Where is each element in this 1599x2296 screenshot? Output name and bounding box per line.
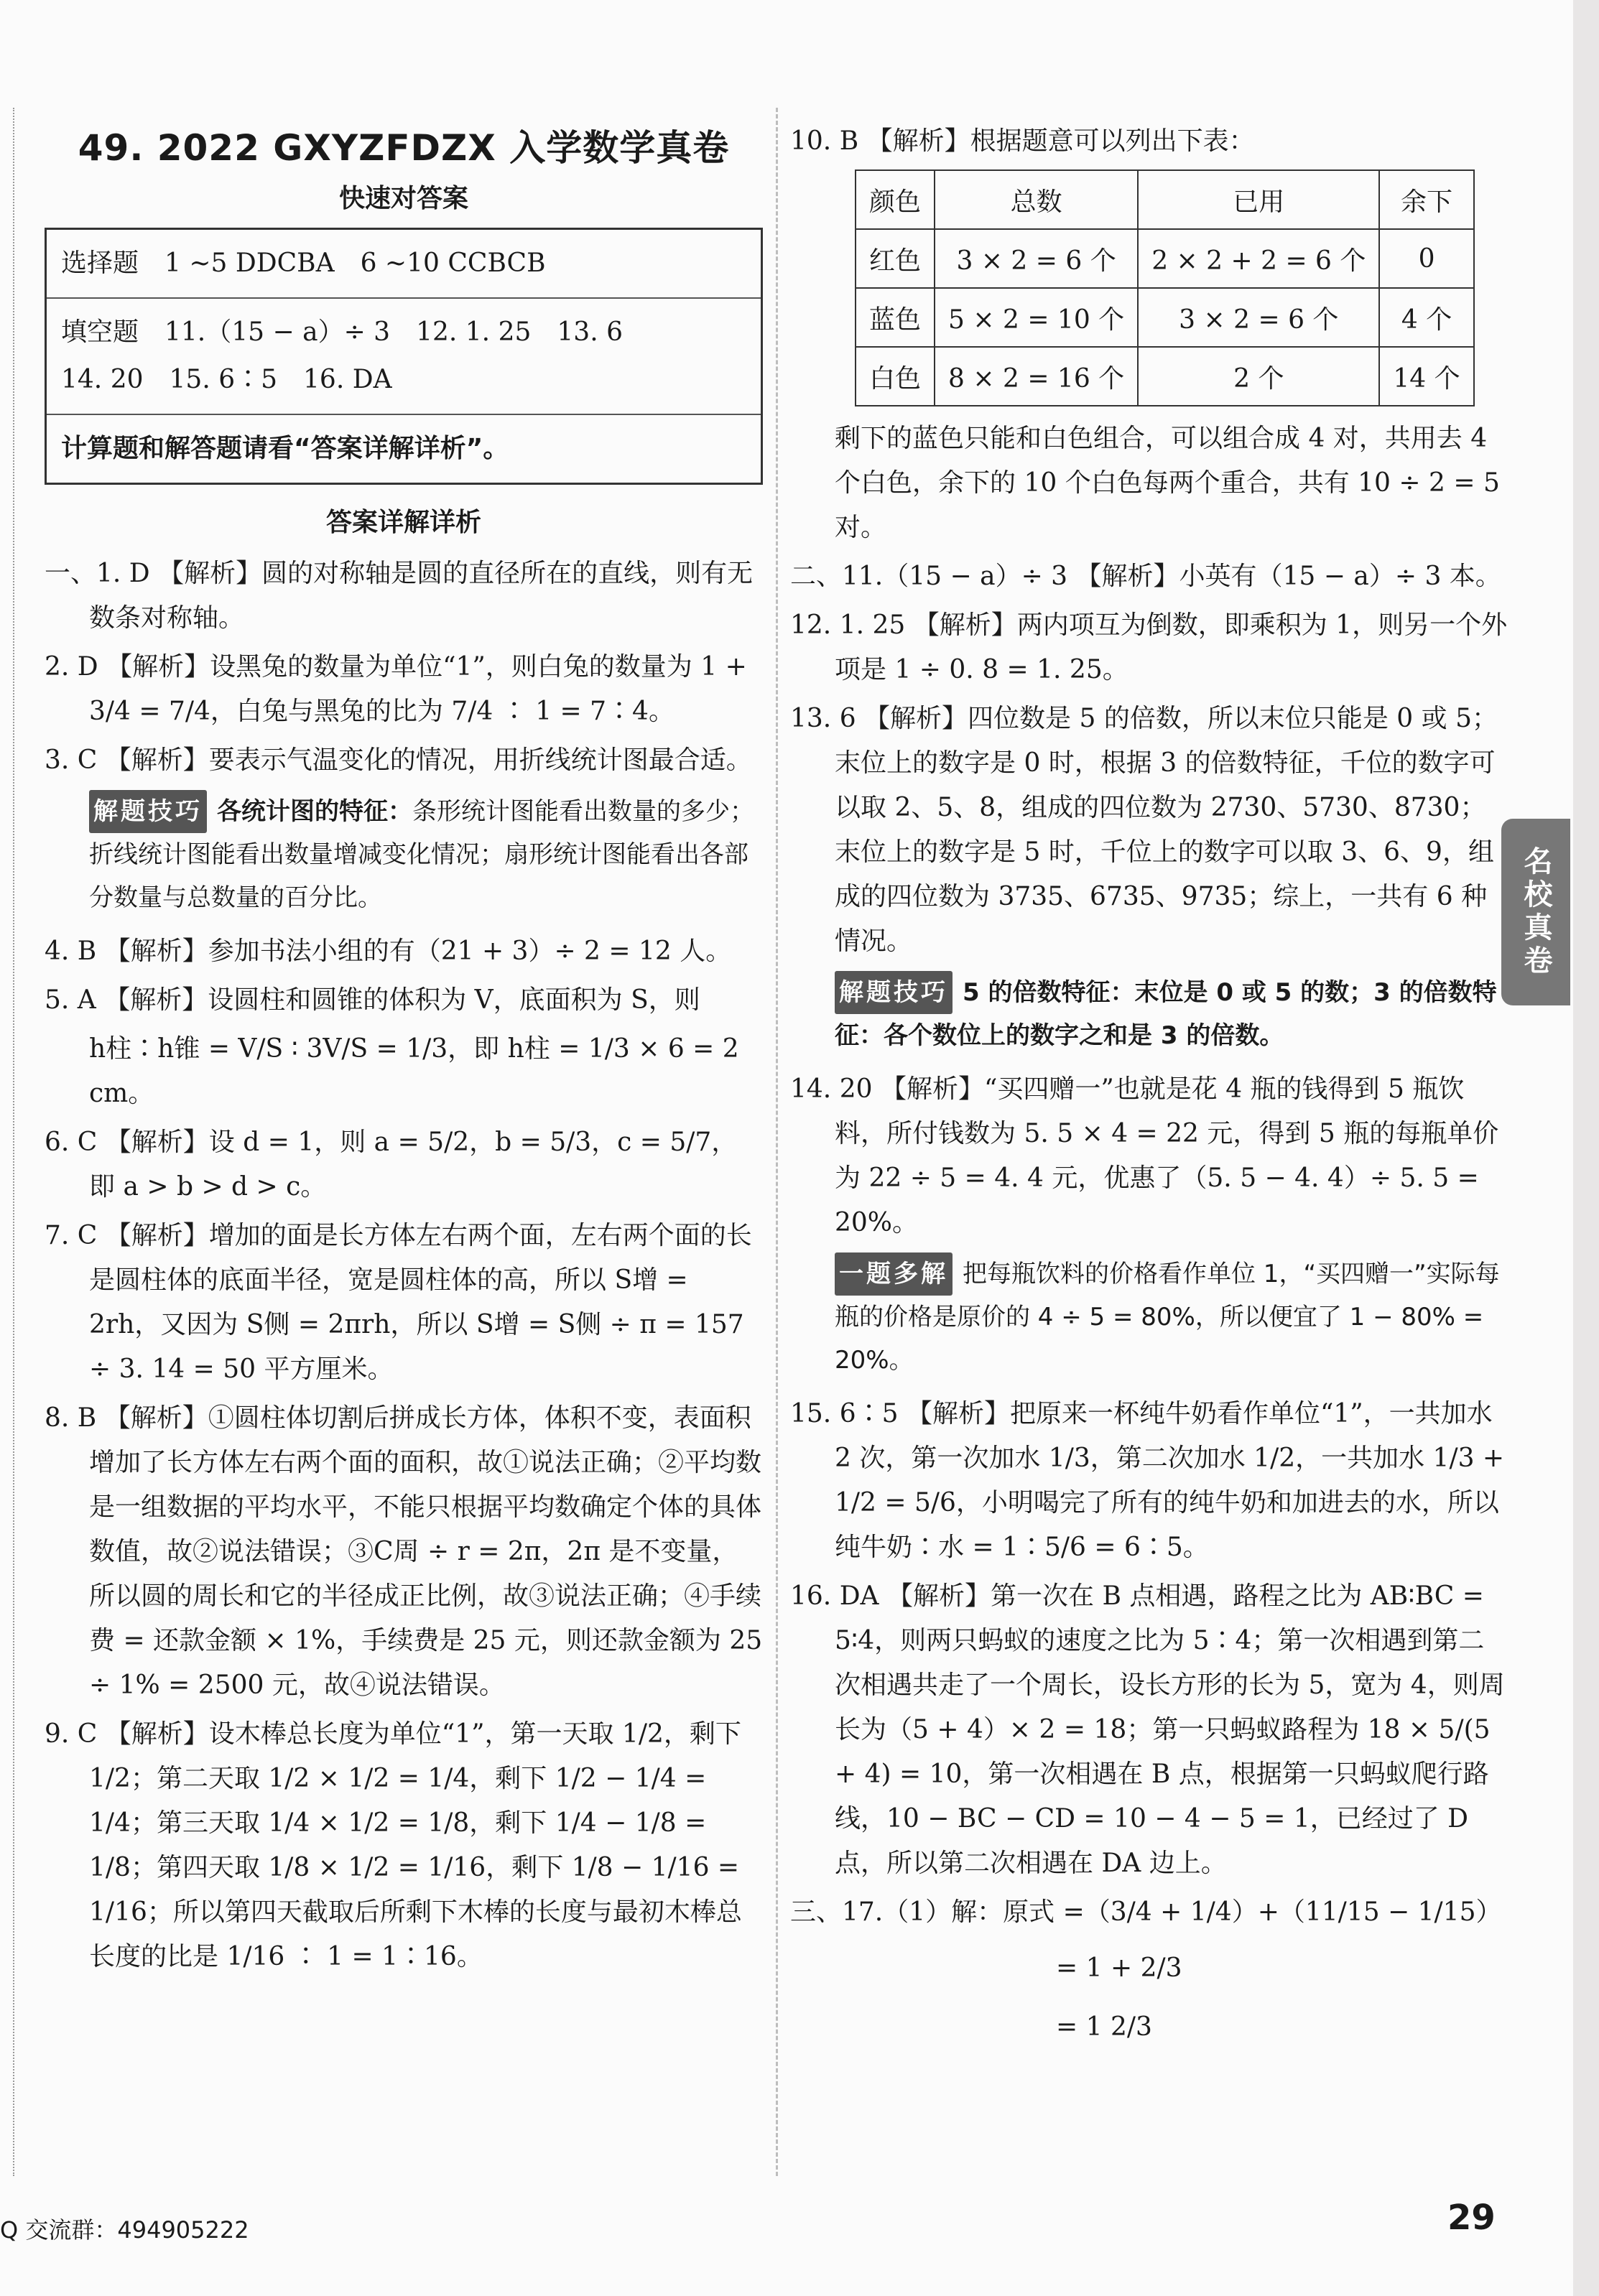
table-header-cell: 颜色 [856, 170, 935, 229]
table-row [856, 288, 1474, 347]
detail-heading: 答案详解详析 [325, 508, 481, 537]
table-row [856, 229, 1474, 288]
table-cell: 4 个 [1379, 288, 1473, 347]
tip-box-2 [835, 971, 1508, 1057]
quick-row-fill-b: 14. 20 15. 6∶5 16. DA [61, 365, 392, 394]
answer-1: 一、1. D 【解析】圆的对称轴是圆的直径所在的直线，则有无数条对称轴。 [45, 559, 754, 633]
quick-row-choice: 选择题 1 ~5 DDCBA 6 ~10 CCBCB [47, 230, 761, 299]
answer-6: 6. C 【解析】设 d = 1，则 a = 5/2，b = 5/3，c = 5/7，即 a > b > d > c。 [45, 1128, 738, 1202]
tip-bold-1: 各统计图的特征： [217, 797, 412, 826]
column-divider [776, 108, 778, 2176]
table-cell: 14 个 [1379, 347, 1473, 406]
quick-answer-heading: 快速对答案 [338, 184, 468, 213]
tip-label-3: 一题多解 [835, 1252, 953, 1296]
answer-15: 15. 6∶5 【解析】把原来一杯纯牛奶看作单位“1”，一共加水 2 次，第一次加水 1/3，第二次加水 1/2，一共加水 1/3 + 1/2 = 5/6，小明喝完了所有的纯牛奶和加进去的水，所以纯牛奶∶水 = 1∶5/6 = 6∶5。 [790, 1399, 1505, 1562]
quick-row-fill-a: 填空题 11.（15 − a）÷ 3 12. 1. 25 13. 6 [61, 317, 623, 347]
answer-11: 二、11.（15 − a）÷ 3 【解析】小英有（15 − a）÷ 3 本。 [790, 562, 1501, 591]
tip-text-3: 把每瓶饮料的价格看作单位 1，“买四赠一”实际每瓶的价格是原价的 4 ÷ 5 = 80%，所以便宜了 1 − 80% = 20%。 [835, 1260, 1500, 1375]
table-header-cell: 已用 [1138, 170, 1379, 229]
tip-label-1: 解题技巧 [89, 790, 207, 833]
answer-9: 9. C 【解析】设木棒总长度为单位“1”，第一天取 1/2，剩下 1/2；第二天取 1/2 × 1/2 = 1/4，剩下 1/2 − 1/4 = 1/4；第三天取 1/4 × 1/2 = 1/8，剩下 1/4 − 1/8 = 1/8；第四天取 1/8 × 1/2 = 1/16，剩下 1/8 − 1/16 = 1/16；所以第四天截取后所剩下木棒的长度与最初木棒总长度的比是 1/16 ∶ 1 = 1∶16。 [45, 1719, 742, 1971]
quick-answer-box [45, 228, 763, 485]
table-row [856, 347, 1474, 406]
answer-2: 2. D 【解析】设黑兔的数量为单位“1”，则白兔的数量为 1 + 3/4 = 7/4，白兔与黑兔的比为 7/4 ∶ 1 = 7∶4。 [45, 652, 747, 726]
table-cell: 2 个 [1138, 347, 1379, 406]
table-header-row [856, 170, 1474, 229]
answer-7: 7. C 【解析】增加的面是长方体左右两个面，左右两个面的长是圆柱体的底面半径，宽是圆柱体的高，所以 S增 = 2rh，又因为 S侧 = 2πrh，所以 S增 = S侧 ÷ π = 157 ÷ 3. 14 = 50 平方厘米。 [45, 1221, 752, 1384]
answer-3: 3. C 【解析】要表示气温变化的情况，用折线统计图最合适。 [45, 745, 752, 775]
table-cell: 蓝色 [856, 288, 935, 347]
table-cell: 红色 [856, 229, 935, 288]
table-cell: 3 × 2 = 6 个 [935, 229, 1138, 288]
table-header-cell: 余下 [1379, 170, 1473, 229]
footer-qq-group: Q 交流群：494905222 [0, 2216, 249, 2244]
tip-text-2: 5 的倍数特征：末位是 0 或 5 的数；3 的倍数特征：各个数位上的数字之和是 3 的倍数。 [835, 978, 1497, 1050]
answer-16: 16. DA 【解析】第一次在 B 点相遇，路程之比为 AB∶BC = 5∶4，则两只蚂蚁的速度之比为 5∶4；第一次相遇到第二次相遇共走了一个周长，设长方形的长为 5，宽为 4，则周长为（5 + 4）× 2 = 18；第一只蚂蚁路程为 18 × 5/(5 + 4) = 10，第一次相遇在 B 点，根据第一只蚂蚁爬行路线，10 − BC − CD = 10 − 4 − 5 = 1，已经过了 D 点，所以第二次相遇在 DA 边上。 [790, 1581, 1505, 1878]
page-number: 29 [1447, 2198, 1496, 2238]
answer-5b: h柱∶h锥 = V/S ∶ 3V/S = 1/3，即 h柱 = 1/3 × 6 = 2 cm。 [89, 1034, 739, 1108]
right-column [790, 108, 1508, 2057]
answer-12: 12. 1. 25 【解析】两内项互为倒数，即乘积为 1，则另一个外项是 1 ÷ 0. 8 = 1. 25。 [790, 610, 1508, 684]
table-cell: 8 × 2 = 16 个 [935, 347, 1138, 406]
tip-box-1 [89, 790, 763, 919]
table-cell: 2 × 2 + 2 = 6 个 [1138, 229, 1379, 288]
tip-box-3 [835, 1252, 1508, 1382]
tip-text-1: 条形统计图能看出数量的多少；折线统计图能看出数量增减变化情况；扇形统计图能看出各部分数量与总数量的百分比。 [89, 797, 754, 912]
quick-row-note: 计算题和解答题请看“答案详解详析”。 [61, 434, 509, 463]
equation-step-1: = 1 + 2/3 [1056, 1953, 1182, 1983]
equation-step-2: = 1 2/3 [1056, 2012, 1152, 2042]
table-header-cell: 总数 [935, 170, 1138, 229]
page-title: 49. 2022 GXYZFDZX 入学数学真卷 [78, 127, 730, 169]
table-cell: 5 × 2 = 10 个 [935, 288, 1138, 347]
quick-row-fill [47, 299, 761, 415]
table-cell: 3 × 2 = 6 个 [1138, 288, 1379, 347]
color-table [855, 169, 1475, 406]
answer-4: 4. B 【解析】参加书法小组的有（21 + 3）÷ 2 = 12 人。 [45, 936, 732, 966]
answer-13: 13. 6 【解析】四位数是 5 的倍数，所以末位只能是 0 或 5；末位上的数字是 0 时，根据 3 的倍数特征，千位的数字可以取 2、5、8，组成的四位数为 2730、5730、8730；末位上的数字是 5 时，千位上的数字可以取 3、6、9，组成的四位数为 3735、6735、9735；综上，一共有 6 种情况。 [790, 704, 1498, 956]
answer-8: 8. B 【解析】①圆柱体切割后拼成长方体，体积不变，表面积增加了长方体左右两个面的面积，故①说法正确；②平均数是一组数据的平均水平，不能只根据平均数确定个体的具体数值，故②说法错误；③C周 ÷ r = 2π，2π 是不变量，所以圆的周长和它的半径成正比例，故③说法正确；④手续费 = 还款金额 × 1%，手续费是 25 元，则还款金额为 25 ÷ 1% = 2500 元，故④说法错误。 [45, 1403, 763, 1700]
binding-edge [0, 108, 14, 2176]
answer-10: 10. B 【解析】根据题意可以列出下表： [790, 126, 1255, 156]
table-cell: 白色 [856, 347, 935, 406]
answer-14: 14. 20 【解析】“买四赠一”也就是花 4 瓶的钱得到 5 瓶饮料，所付钱数为 5. 5 × 4 = 22 元，得到 5 瓶的每瓶单价为 22 ÷ 5 = 4. 4 元，优惠了（5. 5 − 4. 4）÷ 5. 5 = 20%。 [790, 1074, 1499, 1237]
answer-17: 三、17.（1）解：原式 =（3/4 + 1/4）+（11/15 − 1/15） [790, 1897, 1502, 1927]
section-side-tab: 名校真卷 [1501, 819, 1570, 1005]
tip-label-2: 解题技巧 [835, 971, 953, 1014]
left-column [45, 108, 763, 1984]
answer-5a: 5. A 【解析】设圆柱和圆锥的体积为 V，底面积为 S，则 [45, 985, 700, 1015]
answer-10-continued: 剩下的蓝色只能和白色组合，可以组合成 4 对，共用去 4 个白色，余下的 10 个白色每两个重合，共有 10 ÷ 2 = 5 对。 [835, 424, 1500, 542]
table-cell: 0 [1379, 229, 1473, 288]
